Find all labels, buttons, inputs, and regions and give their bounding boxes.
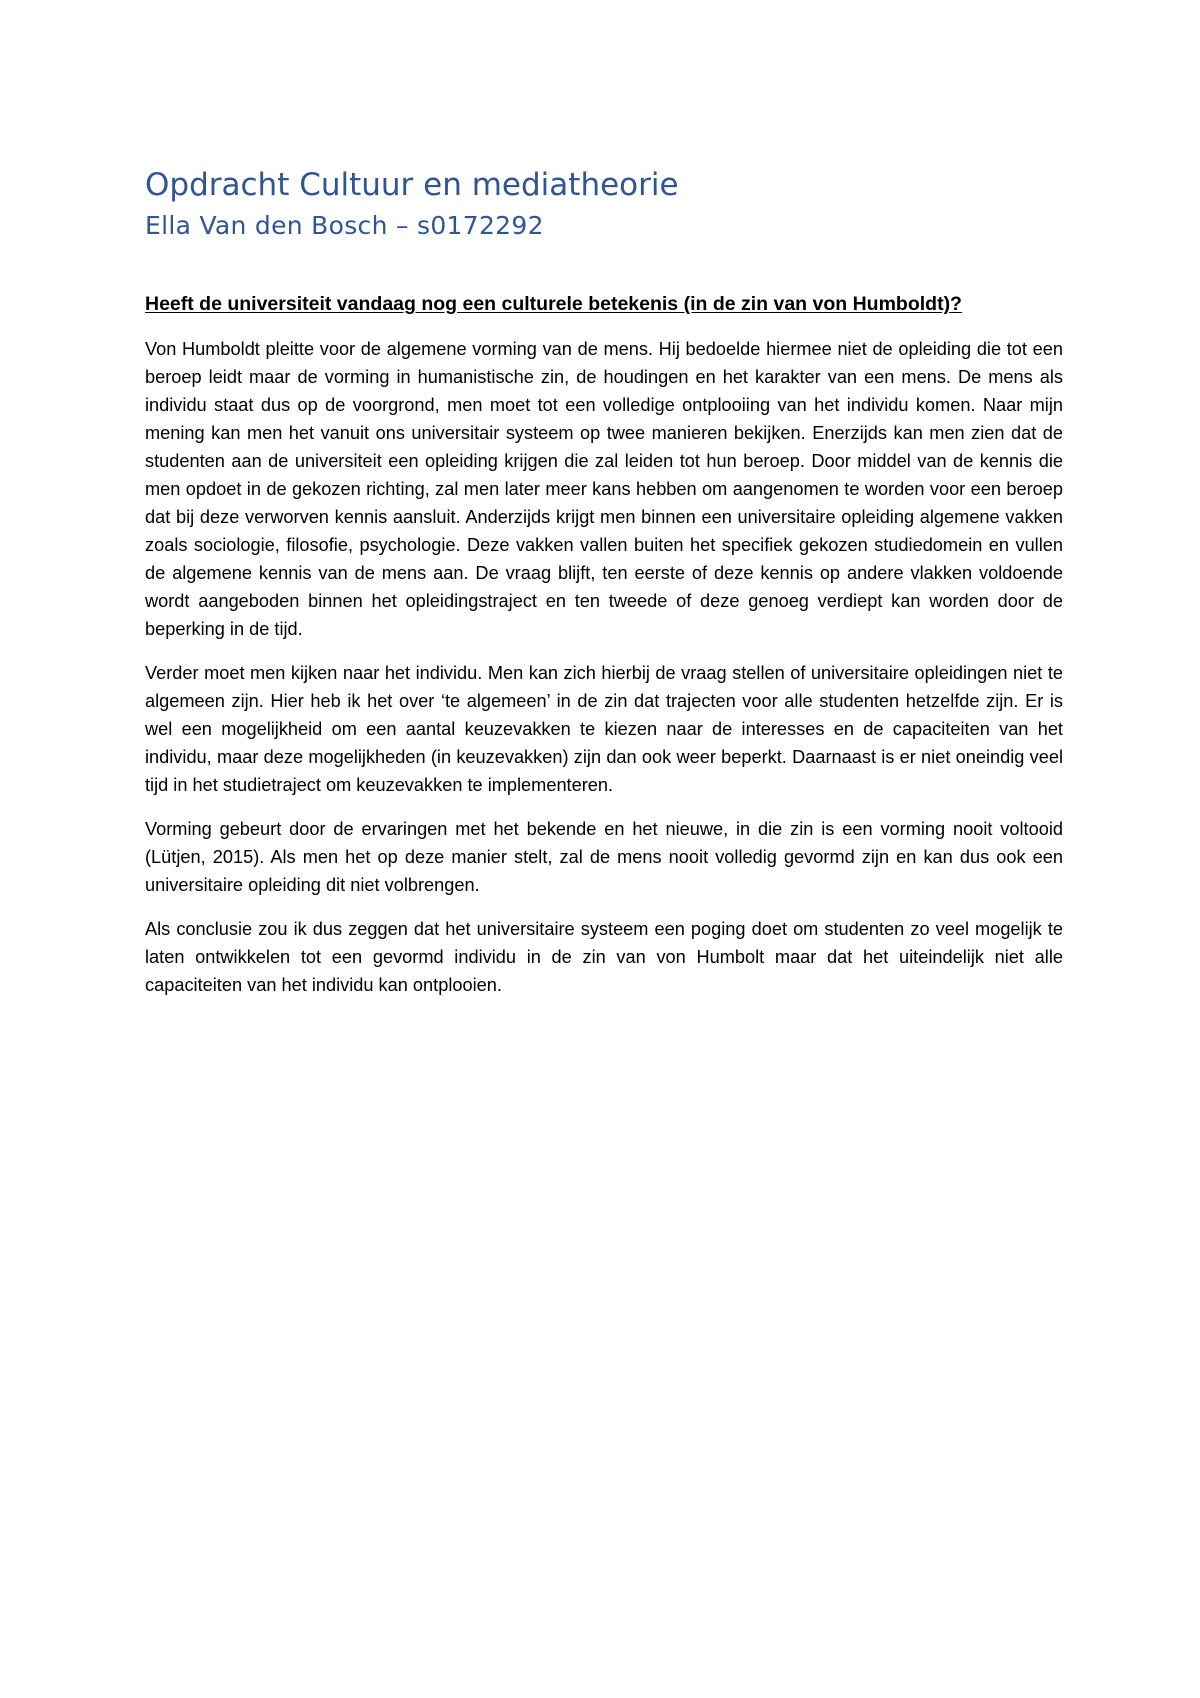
question-heading: Heeft de universiteit vandaag nog een culturele betekenis (in de zin van von Humboldt)? bbox=[145, 293, 962, 315]
paragraph: Vorming gebeurt door de ervaringen met het bekende en het nieuwe, in die zin is een vorming nooit voltooid (Lütjen, 2015). Als men het op deze manier stelt, zal de mens nooit volledig gevormd zijn en kan dus ook een universitaire opleiding dit niet volbrengen. bbox=[145, 819, 1063, 895]
document-title: Opdracht Cultuur en mediatheorie bbox=[145, 167, 679, 203]
paragraph: Von Humboldt pleitte voor de algemene vorming van de mens. Hij bedoelde hiermee niet de opleiding die tot een beroep leidt maar de vorming in humanistische zin, de houdingen en het karakter van een mens. De mens als individu staat dus op de voorgrond, men moet tot een volledige ontplooiing van het individu komen. Naar mijn mening kan men het vanuit ons universitair systeem op twee manieren bekijken. Enerzijds kan men zien dat de studenten aan de universiteit een opleiding krijgen die zal leiden tot hun beroep. Door middel van de kennis die men opdoet in de gekozen richting, zal men later meer kans hebben om aangenomen te worden voor een beroep dat bij deze verworven kennis aansluit. Anderzijds krijgt men binnen een universitaire opleiding algemene vakken zoals sociologie, filosofie, psychologie. Deze vakken vallen buiten het specifiek gekozen studiedomein en vullen de algemene kennis van de mens aan. De vraag blijft, ten eerste of deze kennis op andere vlakken voldoende wordt aangeboden binnen het opleidingstraject en ten tweede of deze genoeg verdiept kan worden door de beperking in de tijd. bbox=[145, 339, 1063, 639]
paragraph: Als conclusie zou ik dus zeggen dat het universitaire systeem een poging doet om studenten zo veel mogelijk te laten ontwikkelen tot een gevormd individu in de zin van von Humbolt maar dat het uiteindelijk niet alle capaciteiten van het individu kan ontplooien. bbox=[145, 919, 1063, 995]
document-subtitle: Ella Van den Bosch – s0172292 bbox=[145, 211, 544, 240]
body-text bbox=[145, 335, 1063, 1015]
paragraph: Verder moet men kijken naar het individu. Men kan zich hierbij de vraag stellen of universitaire opleidingen niet te algemeen zijn. Hier heb ik het over ‘te algemeen’ in de zin dat trajecten voor alle studenten hetzelfde zijn. Er is wel een mogelijkheid om een aantal keuzevakken te kiezen naar de interesses en de capaciteiten van het individu, maar deze mogelijkheden (in keuzevakken) zijn dan ook weer beperkt. Daarnaast is er niet oneindig veel tijd in het studietraject om keuzevakken te implementeren. bbox=[145, 663, 1063, 795]
